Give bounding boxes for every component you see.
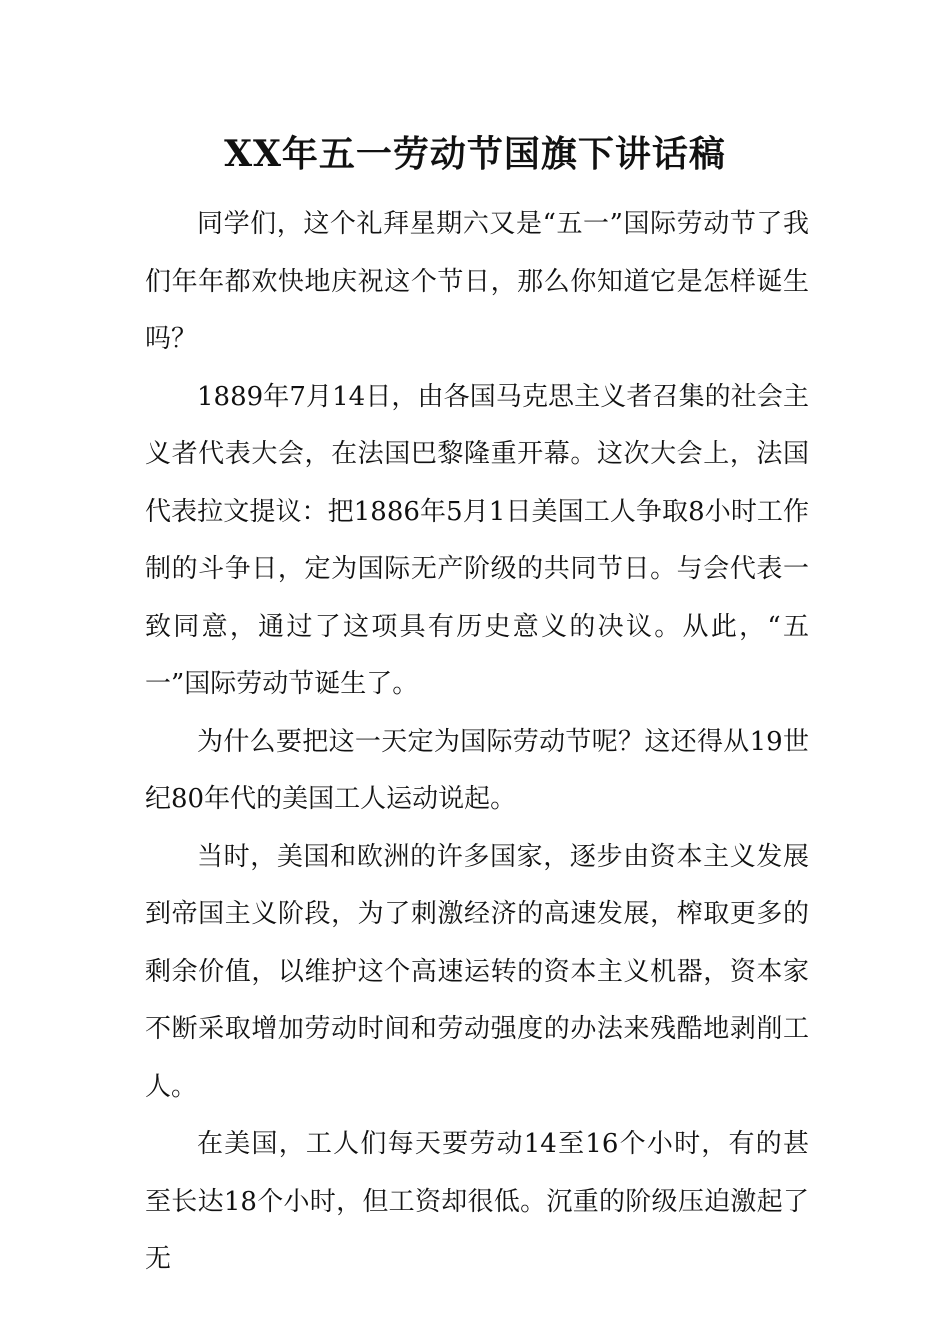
document-body — [145, 196, 809, 1289]
paragraph-5: 在美国，工人们每天要劳动14至16个小时，有的甚至长达18个小时，但工资却很低。沉重的阶级压迫激起了无 — [145, 1129, 809, 1274]
paragraph-2: 1889年7月14日，由各国马克思主义者召集的社会主义者代表大会，在法国巴黎隆重开幕。这次大会上，法国代表拉文提议：把1886年5月1日美国工人争取8小时工作制的斗争日，定为国际无产阶级的共同节日。与会代表一致同意，通过了这项具有历史意义的决议。从此，“五一”国际劳动节诞生了。 — [145, 381, 809, 699]
paragraph-3: 为什么要把这一天定为国际劳动节呢？这还得从19世纪80年代的美国工人运动说起。 — [145, 726, 809, 814]
paragraph-4: 当时，美国和欧洲的许多国家，逐步由资本主义发展到帝国主义阶段，为了刺激经济的高速发展，榨取更多的剩余价值，以维护这个高速运转的资本主义机器，资本家不断采取增加劳动时间和劳动强度的办法来残酷地剥削工人。 — [145, 841, 809, 1102]
document-title: XX年五一劳动节国旗下讲话稿 — [224, 133, 726, 175]
paragraph-1: 同学们，这个礼拜星期六又是“五一”国际劳动节了我们年年都欢快地庆祝这个节日，那么你知道它是怎样诞生吗？ — [145, 209, 809, 354]
